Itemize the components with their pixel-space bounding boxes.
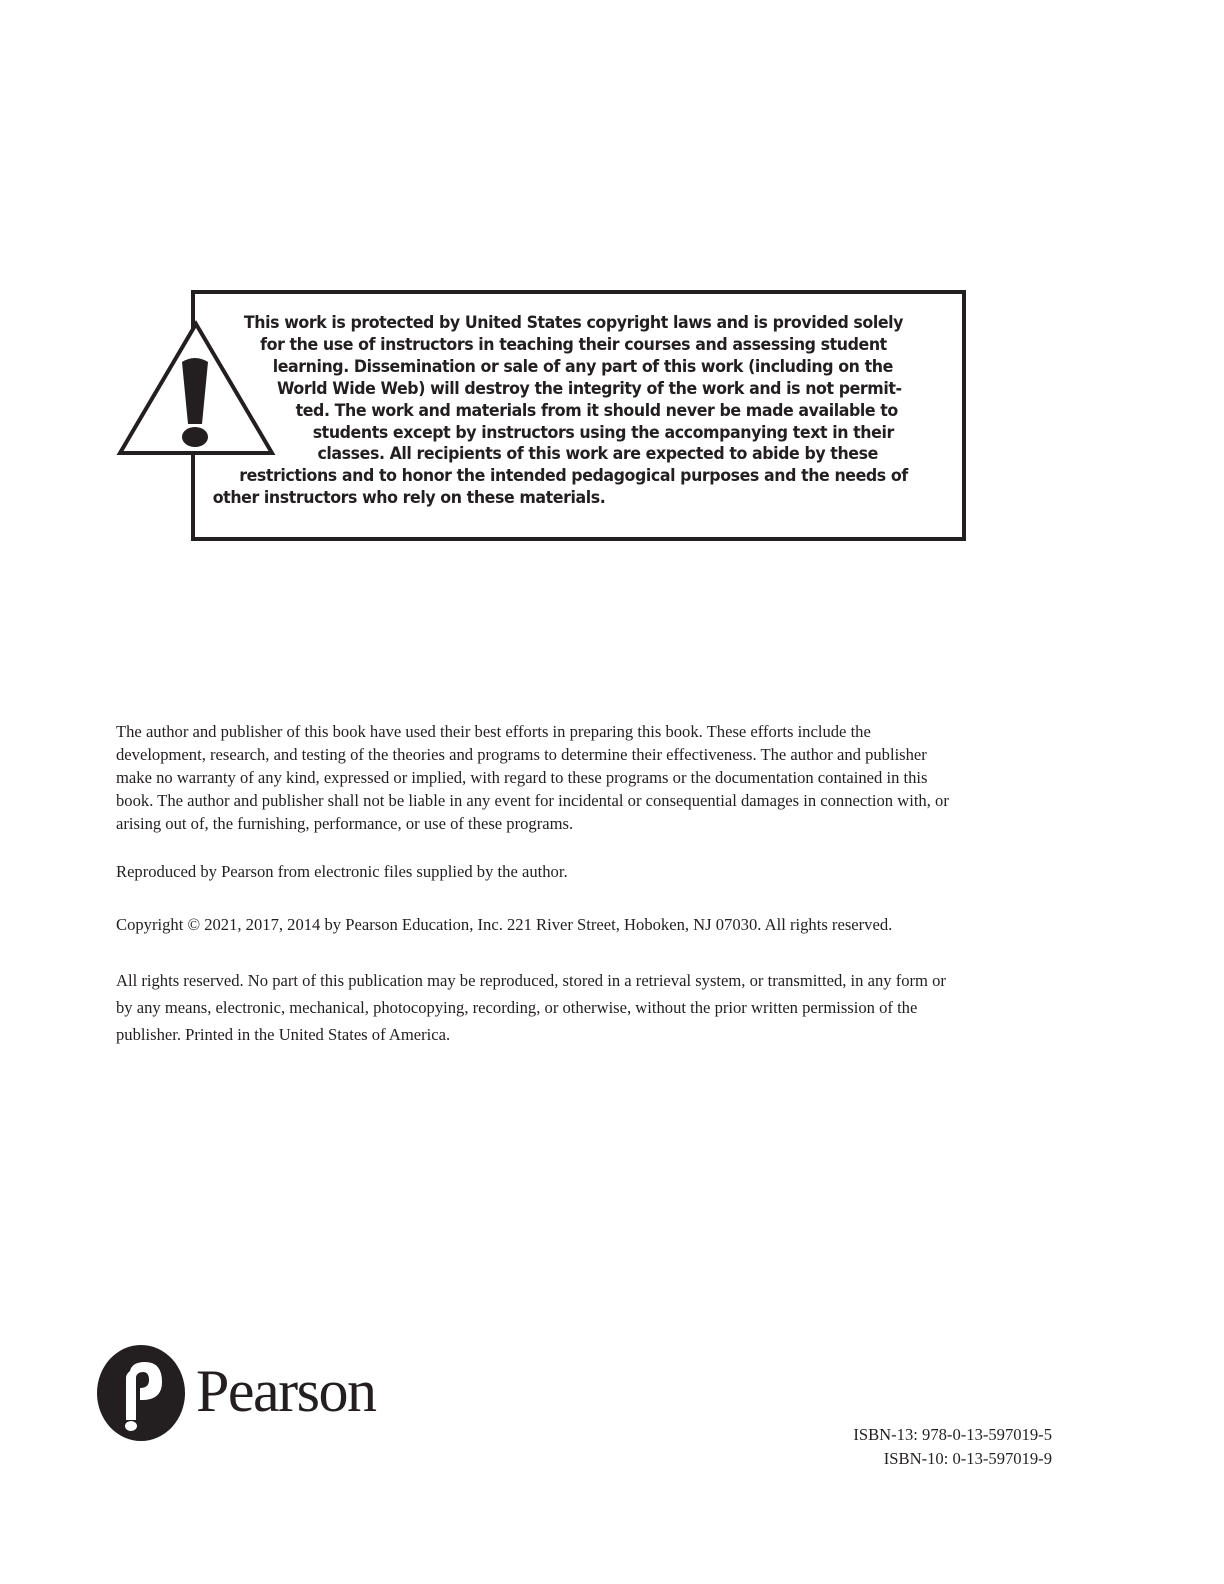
pearson-logo — [96, 1344, 426, 1444]
isbn-block — [853, 1423, 1052, 1471]
copyright-text: Copyright © 2021, 2017, 2014 by Pearson Education, Inc. 221 River Street, Hoboken, NJ 07030. All rights reserved. — [116, 915, 893, 934]
rights-paragraph — [116, 967, 1126, 1048]
warning-line: learning. Dissemination or sale of any part of this work (including on the — [272, 356, 893, 377]
rights-line: publisher. Printed in the United States of America. — [116, 1025, 451, 1044]
disclaimer-paragraph — [116, 720, 1126, 835]
pearson-wordmark: Pearson — [196, 1358, 376, 1424]
disclaimer-line: development, research, and testing of the theories and programs to determine their effectiveness. The author and publisher — [116, 745, 927, 764]
rights-line: All rights reserved. No part of this publication may be reproduced, stored in a retrieval system, or transmitted, in any form or — [116, 971, 946, 990]
reproduced-statement — [116, 860, 1126, 883]
rights-line: by any means, electronic, mechanical, photocopying, recording, or otherwise, without the prior written permission of the — [116, 998, 918, 1017]
disclaimer-line: arising out of, the furnishing, performance, or use of these programs. — [116, 814, 574, 833]
warning-line: restrictions and to honor the intended pedagogical purposes and the needs of — [239, 466, 908, 487]
warning-line: This work is protected by United States copyright laws and is provided solely — [243, 313, 904, 333]
reproduced-text: Reproduced by Pearson from electronic files supplied by the author. — [116, 862, 568, 881]
disclaimer-line: make no warranty of any kind, expressed or implied, with regard to these programs or the documentation contained in this — [116, 768, 928, 787]
warning-line: students except by instructors using the accompanying text in their — [312, 422, 894, 443]
warning-line: for the use of instructors in teaching their courses and assessing student — [260, 334, 887, 355]
warning-line: other instructors who rely on these materials. — [212, 488, 606, 509]
copyright-warning-text — [196, 313, 951, 510]
pearson-p-logo-icon — [96, 1344, 186, 1442]
copyright-statement — [116, 913, 1126, 936]
isbn-13: ISBN-13: 978-0-13-597019-5 — [853, 1425, 1052, 1444]
isbn-10: ISBN-10: 0-13-597019-9 — [883, 1449, 1052, 1468]
warning-line: World Wide Web) will destroy the integrity of the work and is not permit- — [276, 378, 902, 399]
disclaimer-line: The author and publisher of this book have used their best efforts in preparing this book. These efforts include the — [116, 722, 871, 741]
warning-line: classes. All recipients of this work are expected to abide by these — [317, 444, 878, 465]
disclaimer-line: book. The author and publisher shall not be liable in any event for incidental or consequential damages in connection with, or — [116, 791, 949, 810]
warning-line: ted. The work and materials from it should never be made available to — [295, 400, 898, 421]
